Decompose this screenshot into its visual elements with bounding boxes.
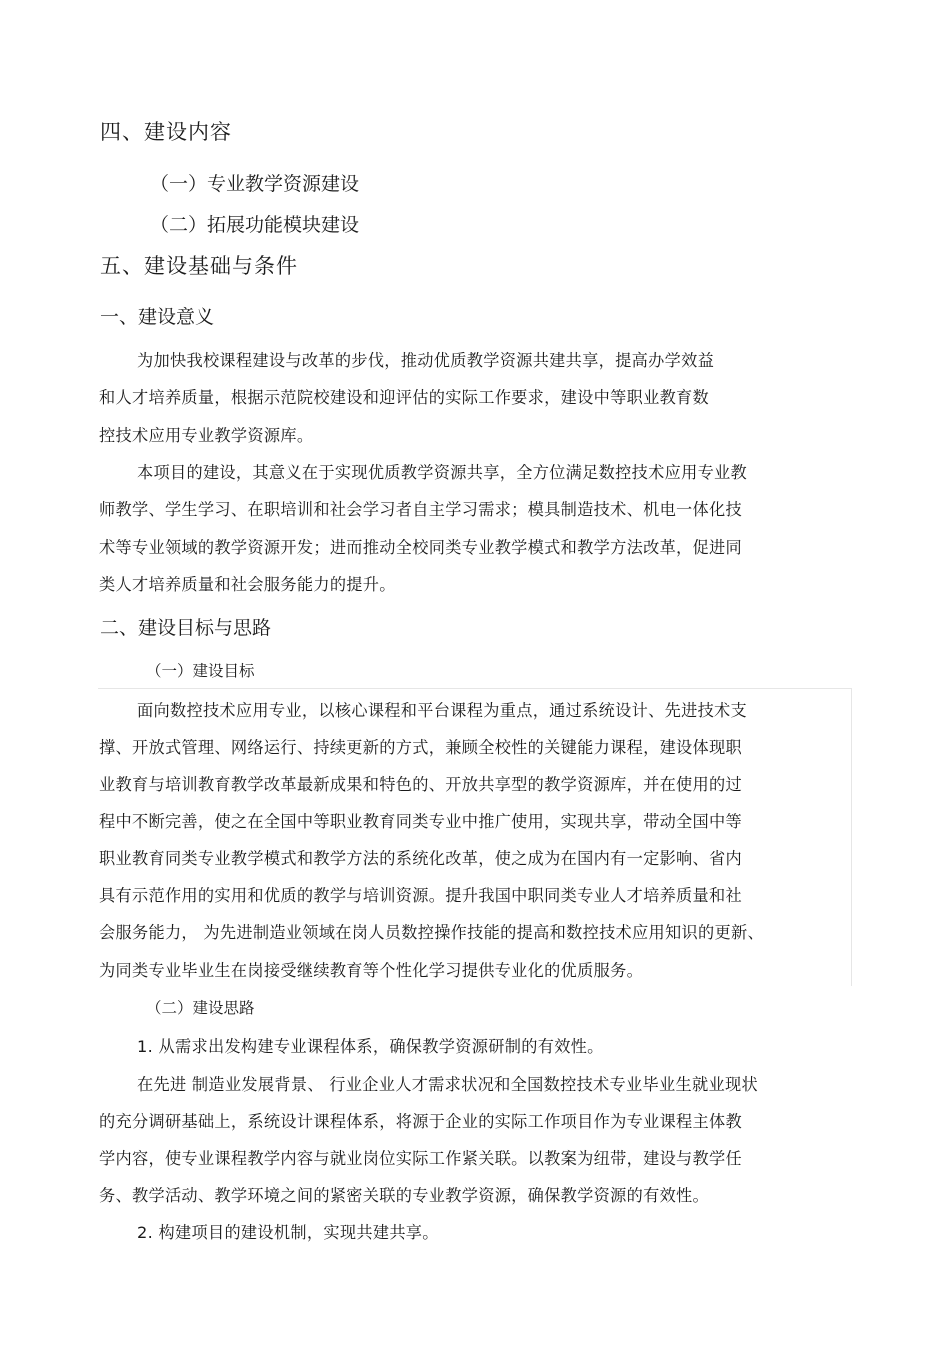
paragraph-line: 类人才培养质量和社会服务能力的提升。 (99, 575, 396, 594)
paragraph-line: 程中不断完善，使之在全国中等职业教育同类专业中推广使用，实现共享，带动全国中等 (99, 812, 743, 831)
paragraph-line: 的充分调研基础上，系统设计课程体系，将源于企业的实际工作项目作为专业课程主体教 (99, 1112, 743, 1131)
paragraph-line: 具有示范作用的实用和优质的教学与培训资源。提升我国中职同类专业人才培养质量和社 (99, 886, 743, 905)
paragraph-line: 术等专业领域的教学资源开发；进而推动全校同类专业教学模式和教学方法改革，促进同 (99, 538, 743, 557)
numbered-item-1: 1. 从需求出发构建专业课程体系，确保教学资源研制的有效性。 (137, 1037, 604, 1056)
paragraph-line: 为同类专业毕业生在岗接受继续教育等个性化学习提供专业化的优质服务。 (99, 961, 644, 980)
section-heading-4: 四、建设内容 (100, 120, 232, 144)
paragraph-line: 和人才培养质量，根据示范院校建设和迎评估的实际工作要求，建设中等职业教育数 (99, 388, 710, 407)
subsection-heading-4-2: （二）拓展功能模块建设 (150, 214, 360, 236)
numbered-item-2: 2. 构建项目的建设机制，实现共建共享。 (137, 1223, 439, 1242)
paragraph-line: 职业教育同类专业教学模式和教学方法的系统化改革，使之成为在国内有一定影响、省内 (99, 849, 743, 868)
paragraph-line: 撑、开放式管理、网络运行、持续更新的方式，兼顾全校性的关键能力课程，建设体现职 (99, 738, 743, 757)
paragraph-line: 本项目的建设，其意义在于实现优质教学资源共享，全方位满足数控技术应用专业教 (137, 463, 748, 482)
paragraph-line: 务、教学活动、教学环境之间的紧密关联的专业教学资源，确保教学资源的有效性。 (99, 1186, 710, 1205)
paragraph-line: 会服务能力， 为先进制造业领域在岗人员数控操作技能的提高和数控技术应用知识的更新、 (99, 923, 764, 942)
paragraph-line: 在先进 制造业发展背景、 行业企业人才需求状况和全国数控技术专业毕业生就业现状 (137, 1075, 758, 1094)
subsection-heading-2-1: （一）建设目标 (146, 662, 255, 680)
subsection-heading-2-2: （二）建设思路 (146, 999, 255, 1017)
section-heading-5: 五、建设基础与条件 (100, 254, 298, 278)
paragraph-line: 业教育与培训教育教学改革最新成果和特色的、开放共享型的教学资源库，并在使用的过 (99, 775, 743, 794)
paragraph-line: 师教学、学生学习、在职培训和社会学习者自主学习需求；模具制造技术、机电一体化技 (99, 500, 743, 519)
subsection-heading-4-1: （一）专业教学资源建设 (150, 173, 360, 195)
paragraph-line: 学内容，使专业课程教学内容与就业岗位实际工作紧关联。以教案为纽带，建设与教学任 (99, 1149, 743, 1168)
section-heading-1: 一、建设意义 (100, 306, 215, 328)
section-heading-2: 二、建设目标与思路 (100, 617, 272, 639)
paragraph-line: 面向数控技术应用专业，以核心课程和平台课程为重点，通过系统设计、先进技术支 (137, 701, 748, 720)
paragraph-line: 为加快我校课程建设与改革的步伐，推动优质教学资源共建共享，提高办学效益 (137, 351, 715, 370)
paragraph-line: 控技术应用专业教学资源库。 (99, 426, 314, 445)
